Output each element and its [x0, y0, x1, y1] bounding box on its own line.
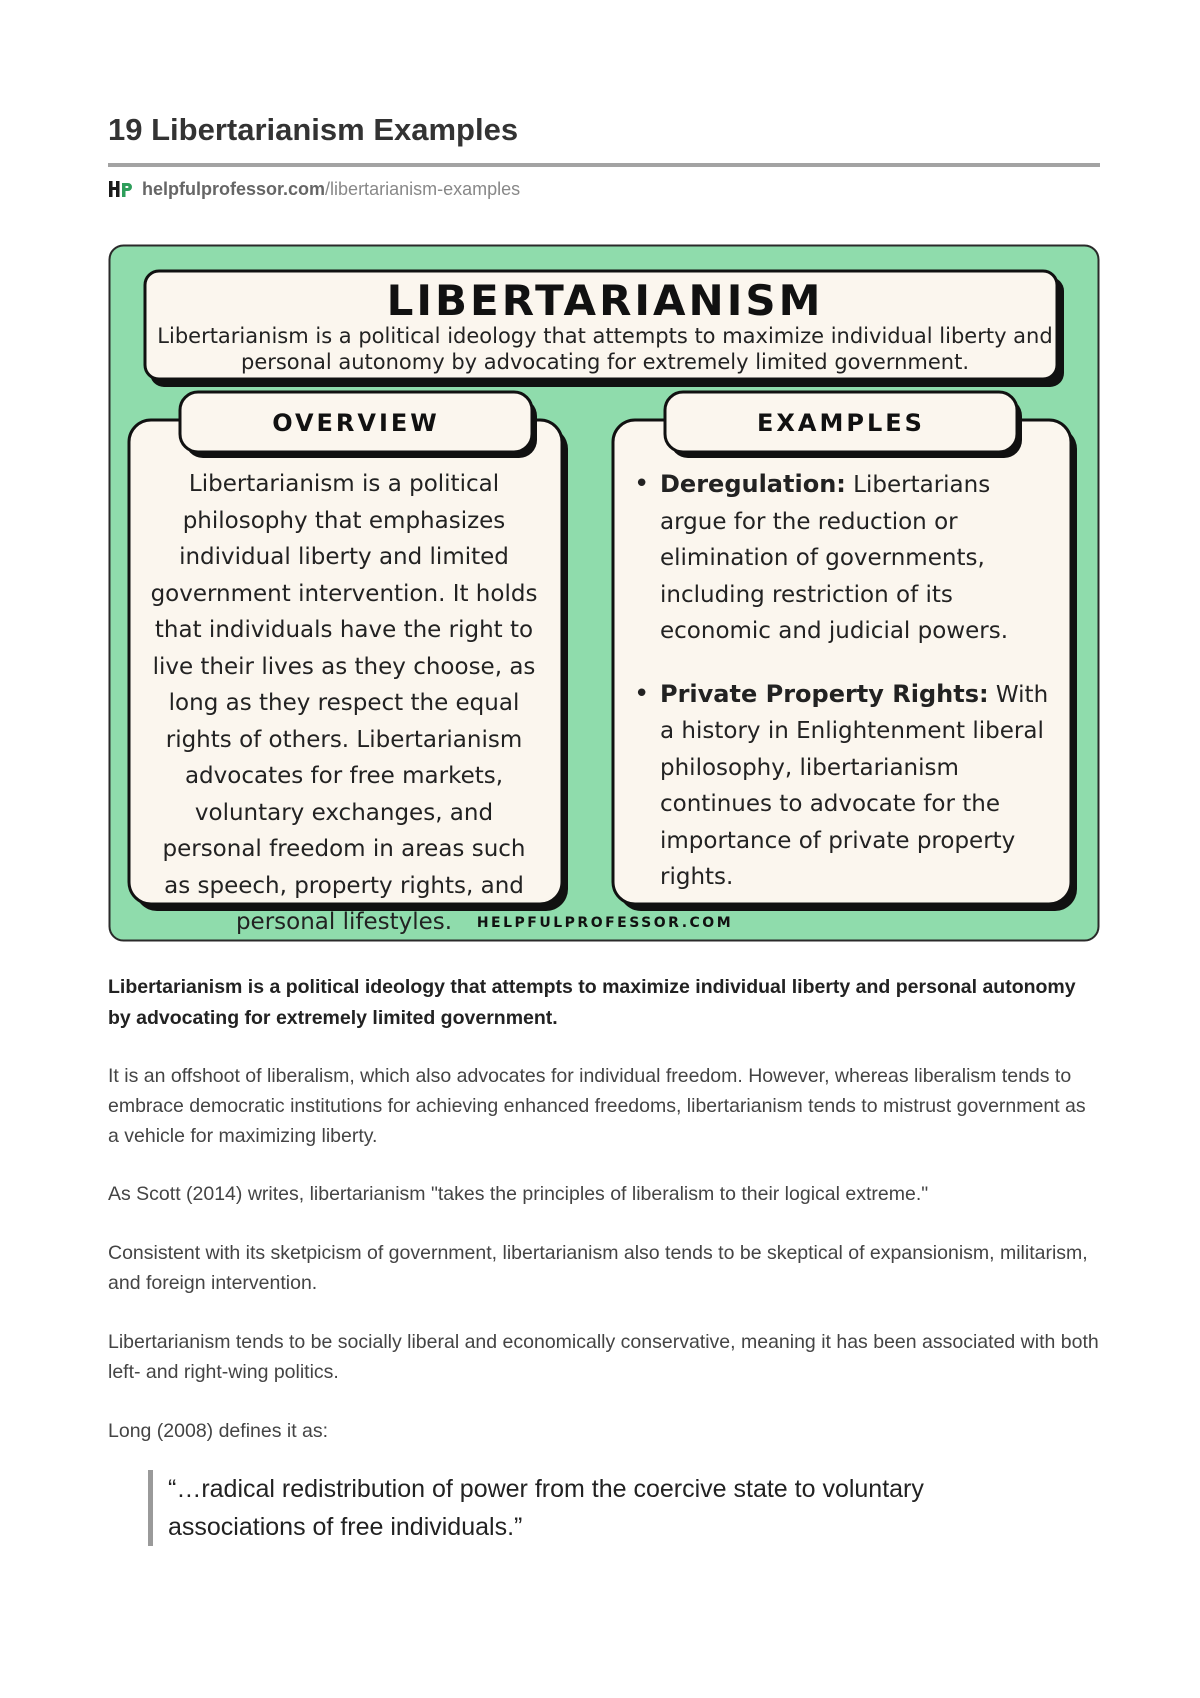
source-domain[interactable]: helpfulprofessor.com: [142, 178, 326, 199]
overview-text: Libertarianism is a political philosophy that emphasizes individual liberty and limited government intervention. It holds that individuals have the right to live their lives as they choose, as long as they respect the equal rights of others. Libertarianism advocates for free markets, voluntary exchanges, and personal freedom in areas such as speech, property rights, and personal lifestyles.: [150, 471, 538, 935]
example-item-private-property: [630, 676, 1050, 896]
libertarianism-infographic: [108, 244, 1100, 942]
overview-heading: OVERVIEW: [272, 409, 440, 437]
paragraph-social-economic: Libertarianism tends to be socially liberal and economically conservative, meaning it has been associated with both left- and right-wing politics.: [108, 1331, 1099, 1383]
examples-heading: EXAMPLES: [757, 409, 925, 437]
page-title: 19 Libertarianism Examples: [108, 112, 519, 147]
infographic-footer: HELPFULPROFESSOR.COM: [476, 915, 734, 931]
definition-line-1: Libertarianism is a political ideology that attempts to maximize individual liberty and: [157, 324, 1053, 348]
examples-list: [630, 466, 1050, 922]
example-text: Libertarians argue for the reduction or elimination of governments, including restriction of its economic and judicial powers.: [660, 472, 1009, 644]
paragraph-offshoot: It is an offshoot of liberalism, which also advocates for individual freedom. However, whereas liberalism tends to embrace democratic institutions for achieving enhanced freedoms, libertarianism tends to mistrust government as a vehicle for maximizing liberty.: [108, 1065, 1086, 1147]
paragraph-long-intro: Long (2008) defines it as:: [108, 1420, 329, 1442]
example-text: With a history in Enlightenment liberal philosophy, libertarianism continues to advocate for the importance of private property rights.: [660, 681, 1049, 890]
source-link[interactable]: [108, 178, 520, 200]
helpfulprofessor-logo-icon: [108, 179, 134, 199]
paragraph-skepticism: Consistent with its sketpicism of government, libertarianism also tends to be skeptical of expansionism, militarism, and foreign intervention.: [108, 1242, 1088, 1294]
example-item-deregulation: [630, 466, 1050, 650]
definition-line-2: personal autonomy by advocating for extremely limited government.: [240, 350, 970, 374]
example-term: Private Property Rights:: [660, 679, 989, 708]
paragraph-scott-quote: As Scott (2014) writes, libertarianism "takes the principles of liberalism to their logical extreme.": [108, 1183, 929, 1205]
infographic-title: LIBERTARIANISM: [386, 276, 824, 325]
example-term: Deregulation:: [660, 470, 846, 498]
lead-paragraph: Libertarianism is a political ideology that attempts to maximize individual liberty and personal autonomy by advocating for extremely limited government.: [108, 976, 1076, 1029]
quote-text: “…radical redistribution of power from the coercive state to voluntary associations of free individuals.”: [168, 1475, 924, 1541]
title-divider: [108, 163, 1100, 167]
long-blockquote: [148, 1470, 1068, 1546]
source-path[interactable]: /libertarianism-examples: [325, 178, 521, 199]
